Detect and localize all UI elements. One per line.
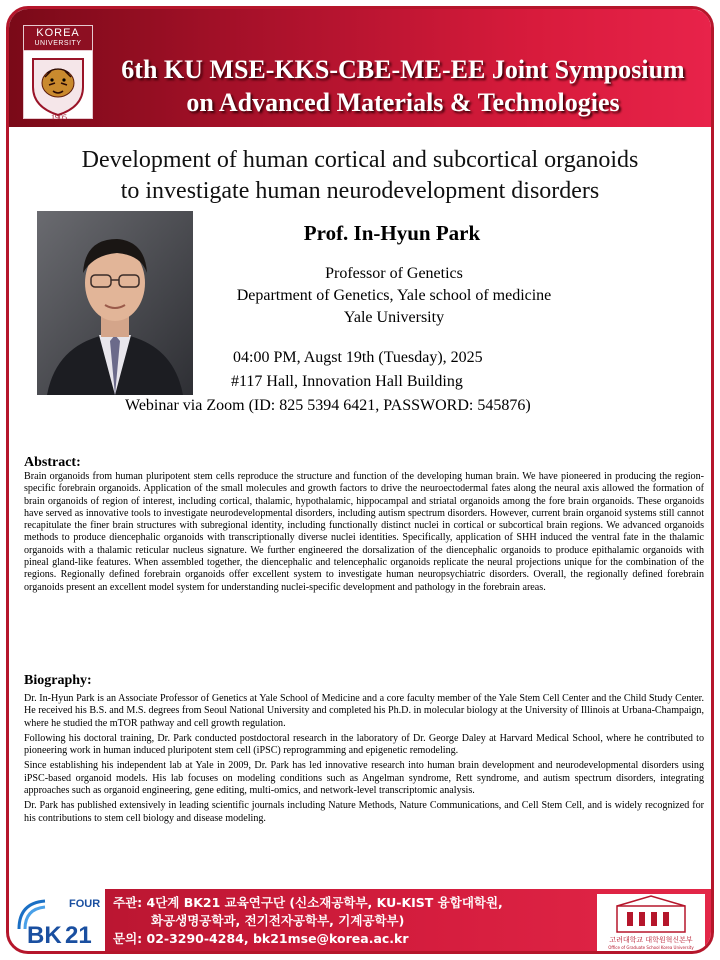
gs-caption: 고려대학교 대학원혁신본부 xyxy=(609,936,693,944)
korea-university-logo xyxy=(23,25,93,121)
poster-frame xyxy=(6,6,714,954)
speaker-department: Department of Genetics, Yale school of medicine xyxy=(236,287,552,304)
header-banner xyxy=(9,9,711,127)
logo-wordmark xyxy=(23,25,93,51)
speaker-position: Professor of Genetics xyxy=(325,265,463,282)
biography-paragraph: Dr. Park has published extensively in leading scientific journals including Nature Methods, Nature Communications, and Cell Stem Cell, and is widely recognized for his contributions to stem cell biology and disease modeling. xyxy=(24,800,704,824)
contact-line: 문의: 02-3290-4284, bk21mse@korea.ac.kr xyxy=(113,931,409,946)
symposium-title-line2: on Advanced Materials & Technologies xyxy=(186,88,620,117)
speaker-photo xyxy=(37,211,193,395)
gs-caption-en: Office of Graduate School Korea University xyxy=(608,945,694,950)
biography-paragraph: Since establishing his independent lab at Yale in 2009, Dr. Park has led innovative research into human brain development and neurodevelopmental disorders using iPSC-based organoid models. His lab focuses on modeling conditions such as Angelman syndrome, Rett syndrome, and autism spectrum disorders, integrating approaches such as organoid engineering, gene editing, multi-omics, and network-level transcriptomic analysis. xyxy=(24,760,704,797)
talk-title-line1: Development of human cortical and subcortical organoids xyxy=(81,147,639,173)
biography-paragraph: Dr. In-Hyun Park is an Associate Professor of Genetics at Yale School of Medicine and a core faculty member of the Yale Stem Cell Center and the Child Study Center. He received his B.S. and M.S. degrees from Seoul National University and completed his Ph.D. in molecular biology at the University of Illinois at Urbana-Champaign, where he studied the mTOR pathway and cell growth regulation. xyxy=(24,693,704,729)
logo-word: KOREA xyxy=(36,27,80,39)
speaker-name: Prof. In-Hyun Park xyxy=(303,221,481,245)
speaker-university: Yale University xyxy=(343,309,445,326)
footer-host-info xyxy=(113,894,593,948)
event-place: #117 Hall, Innovation Hall Building xyxy=(231,373,463,390)
bk-four-text: FOUR xyxy=(69,898,101,910)
abstract-section xyxy=(24,455,704,594)
biography-paragraph: Following his doctoral training, Dr. Park conducted postdoctoral research in the laboratory of Dr. George Daley at Harvard Medical School, where he contributed to pioneering work in human induced pluripotent stem cell (iPSC) reprogramming and epigenetic remodeling. xyxy=(24,732,704,757)
event-time: 04:00 PM, Augst 19th (Tuesday), 2025 xyxy=(233,349,483,366)
symposium-title xyxy=(95,53,711,119)
abstract-text: Brain organoids from human pluripotent stem cells reproduce the structure and function of the developing human brain. We have pioneered in producing the region-specific forebrain organoids. Application of the small molecules and growth factors to drive the neuroectodermal fates along the neural axis allowed the formation of brain organoids of region of interest, including cortical, thalamic, hypothalamic, hippocampal and striatal organoids among the fore brain organoids. These organoids have served as innovative tools to investigate neurodevelopmental disorders, including autism spectrum disorders. However, current brain organoid systems still cannot recapitulate the finer brain structures with subregional identity, including functionally distinct nuclei in cortical or subcortical brain regions. We advanced organoids methods to produce diencephalic organoids with transcriptionally diverse nuclei identities. Specifically, application of SHH induced the ventral fate in the thalamic organoids with a thalamic reticular nucleus signature. We further engineered the dorsalization of the diencephalic organoids to produce epithalamic organoids with pineal gland-like features. When assembled together, the diencephalic and telencephalic organoids replicate the neural projections unique for the combination of the regions. Regionally defined forebrain organoids offer excellent system to investigate human neuropsychiatric disorders. Overall, the regionally defined forebrain organoids present an excellent model system for understanding nuclei-specific development and pathology in the forebrain areas. xyxy=(24,471,704,593)
logo-word2: UNIVERSITY xyxy=(34,40,82,47)
tiger-crest-icon xyxy=(23,51,93,119)
speaker-affiliation xyxy=(199,263,589,329)
bk-text: BK xyxy=(27,922,62,949)
symposium-title-line1: 6th KU MSE-KKS-CBE-ME-EE Joint Symposium xyxy=(121,55,685,84)
talk-title xyxy=(9,145,711,207)
bk21-four-logo xyxy=(9,889,105,954)
biography-heading: Biography: xyxy=(24,673,92,688)
bk-num: 21 xyxy=(65,922,92,949)
graduate-school-logo xyxy=(597,894,705,952)
logo-year: 1905 xyxy=(51,113,67,122)
host-line2: 화공생명공학과, 전기전자공학부, 기계공학부) xyxy=(151,913,405,928)
talk-title-line2: to investigate human neurodevelopment disorders xyxy=(120,178,600,204)
footer-banner xyxy=(9,889,711,954)
abstract-heading: Abstract: xyxy=(24,455,81,470)
host-line1: 주관: 4단계 BK21 교육연구단 (신소재공학부, KU-KIST 융합대학원, xyxy=(113,895,503,910)
biography-section xyxy=(24,673,704,828)
event-webinar: Webinar via Zoom (ID: 825 5394 6421, PASSWORD: 545876) xyxy=(125,397,531,414)
